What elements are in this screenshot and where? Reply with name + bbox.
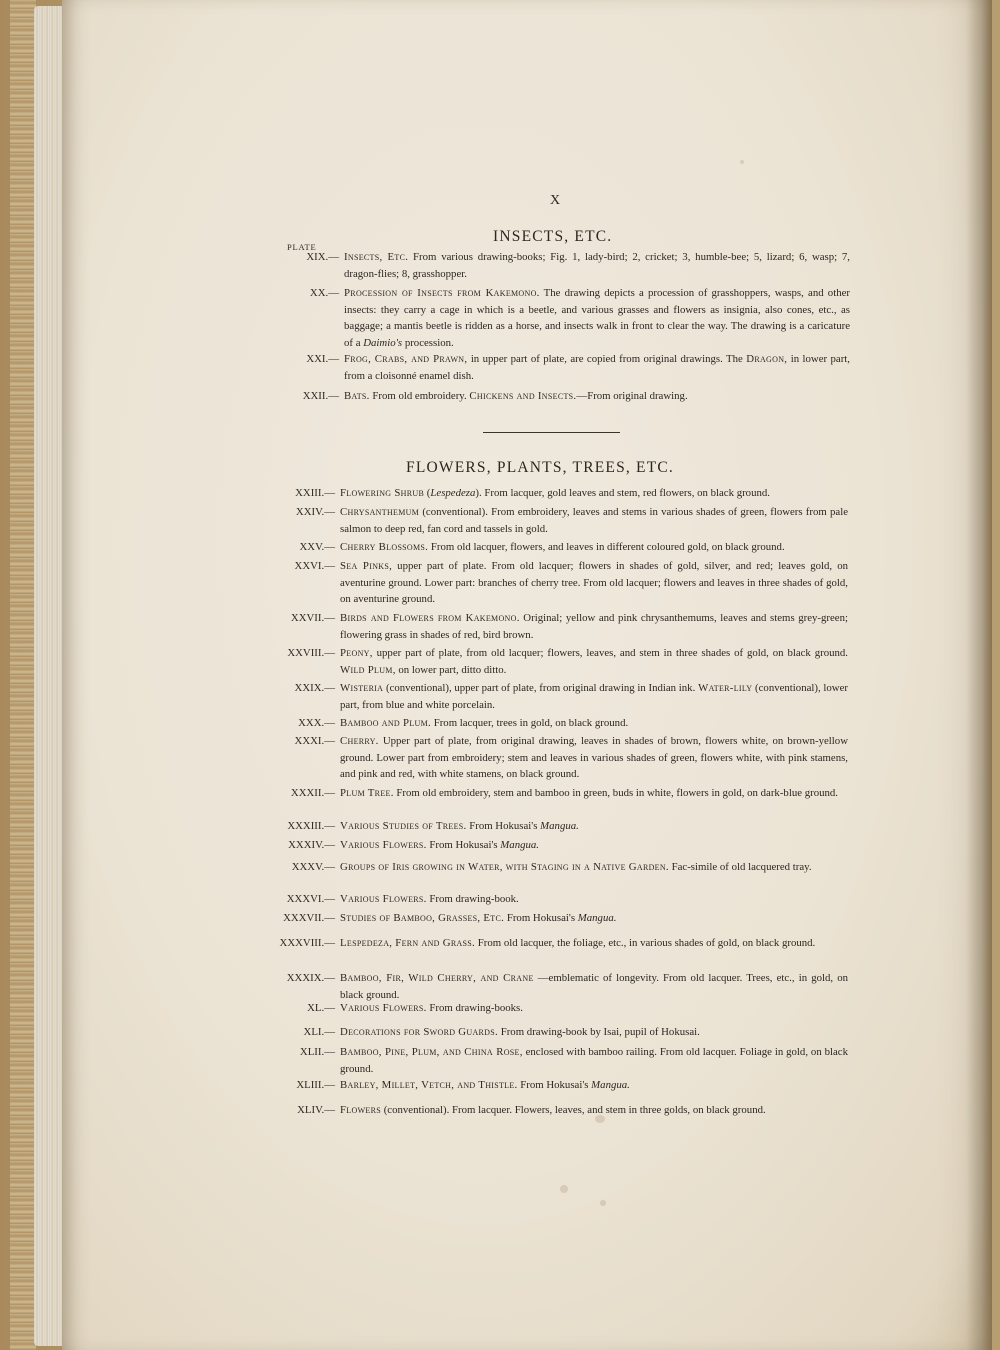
- section-title-flowers: FLOWERS, PLANTS, TREES, ETC.: [406, 459, 674, 476]
- plate-entry: [307, 1000, 848, 1017]
- plate-description: From Hokusai's: [504, 912, 576, 924]
- plate-heading: Barley, Millet, Vetch, and Thistle.: [340, 1079, 518, 1091]
- plate-entry: [303, 1024, 848, 1041]
- page-number: X: [550, 193, 562, 208]
- foxing-spot: [740, 160, 744, 164]
- plate-number: XXXVII.—: [283, 912, 335, 924]
- plate-number: XIX.—: [306, 251, 339, 263]
- plate-number: XXIV.—: [295, 506, 335, 518]
- plate-number: XXXIV.—: [288, 839, 335, 851]
- plate-description: (conventional). From lacquer. Flowers, leaves, and stem in three golds, on black ground.: [381, 1104, 766, 1116]
- plate-heading: Plum Tree.: [340, 787, 394, 799]
- plate-description: From old lacquer, flowers, and leaves in different coloured gold, on black ground.: [428, 541, 785, 553]
- plate-entry: [296, 1077, 848, 1094]
- plate-description: upper part of plate, from old lacquer; flowers, leaves, and stem in three shades of gold, on black ground.: [372, 647, 848, 659]
- plate-number: XLII.—: [299, 1046, 335, 1058]
- plate-entry: [287, 645, 848, 678]
- plate-entry: [286, 891, 848, 908]
- plate-number: XXII.—: [302, 390, 339, 402]
- plate-description: (conventional), upper part of plate, from original drawing in Indian ink.: [383, 682, 696, 694]
- plate-entry: [295, 504, 848, 537]
- plate-entry: [287, 818, 848, 835]
- plate-number: XX.—: [309, 287, 339, 299]
- plate-description: From drawing-book.: [426, 893, 519, 905]
- plate-description: From Hokusai's: [426, 839, 498, 851]
- plate-heading: Sea Pinks,: [340, 560, 393, 572]
- plate-heading: Cherry Blossoms.: [340, 541, 429, 553]
- foxing-spot: [600, 1200, 606, 1206]
- plate-entry: [279, 935, 848, 952]
- plate-description: Upper part of plate, from original drawing, leaves in shades of brown, flowers white, on brown-yellow ground. Lower part from embroidery; stem and leaves in various shades of green, flowers white, with pink stamens, and pink and red, with white stamens, on black ground.: [340, 735, 848, 780]
- plate-heading: Bats.: [344, 390, 370, 402]
- plate-description: The drawing depicts a procession of grasshoppers, wasps, and other insects: they carry a cage in which is a beetle, and various grasses and flowers as insignia, also cones, etc., as baggage; a mantis beetle is ridden as a horse, and insects walk in front to clear the way. The drawing is a caricature of a: [344, 287, 850, 349]
- plate-heading: Bamboo, Fir, Wild Cherry, and Crane: [340, 972, 534, 984]
- plate-number: XXIX.—: [294, 682, 335, 694]
- plate-description: upper part of plate. From old lacquer; flowers in shades of gold, silver, and red; leaves gold, on aventurine ground. Lower part: branches of cherry tree. From old lacquer; flowers and leaves in three shades of gold, on aventurine ground.: [340, 560, 848, 605]
- plate-heading: Groups of Iris growing in Water, with Staging in a Native Garden.: [340, 861, 669, 873]
- plate-number: XXX.—: [298, 717, 335, 729]
- plate-heading: Birds and Flowers from Kakemono.: [340, 612, 520, 624]
- plate-heading-secondary: Water-lily: [695, 682, 753, 694]
- plate-entry: [299, 1044, 848, 1077]
- plate-number: XLIV.—: [297, 1104, 335, 1116]
- plate-entry: [309, 285, 850, 351]
- plate-heading: Flowers: [340, 1104, 381, 1116]
- plate-description: From drawing-books.: [426, 1002, 523, 1014]
- plate-entry: [286, 970, 848, 1003]
- plate-number: XXVI.—: [294, 560, 335, 572]
- plate-heading: Various Studies of Trees.: [340, 820, 467, 832]
- plate-description: From old lacquer, the foliage, etc., in various shades of gold, on black ground.: [475, 937, 816, 949]
- plate-description: From Hokusai's: [517, 1079, 589, 1091]
- plate-heading-secondary: Dragon,: [746, 353, 788, 365]
- plate-italic: Mangua.: [497, 839, 539, 851]
- plate-description: in upper part of plate, are copied from original drawings. The: [470, 353, 743, 365]
- plate-description: enclosed with bamboo railing. From old lacquer. Foliage in gold, on black ground.: [340, 1046, 848, 1075]
- plate-number: XXIII.—: [295, 487, 335, 499]
- plate-heading: Wisteria: [340, 682, 384, 694]
- plate-entry: [306, 249, 850, 282]
- plate-entry: [283, 910, 848, 927]
- plate-description: (: [424, 487, 431, 499]
- plate-entry: [288, 837, 848, 854]
- plate-number: XXXV.—: [291, 861, 335, 873]
- plate-italic: Lespedeza: [430, 487, 476, 499]
- plate-description: Fac-simile of old lacquered tray.: [668, 861, 812, 873]
- cover-binding-edge: [10, 0, 36, 1350]
- plate-number: XXVII.—: [290, 612, 335, 624]
- plate-heading: Cherry.: [340, 735, 379, 747]
- plate-entry: [290, 785, 848, 802]
- plate-number: XLI.—: [303, 1026, 335, 1038]
- plate-heading: Various Flowers.: [340, 839, 427, 851]
- plate-description-secondary: —From original drawing.: [576, 390, 688, 402]
- plate-number: XLIII.—: [296, 1079, 335, 1091]
- plate-entry: [294, 733, 848, 783]
- plate-description: From lacquer, trees in gold, on black ground.: [431, 717, 629, 729]
- page-curl-shadow: [966, 0, 992, 1350]
- plate-entry: [294, 558, 848, 608]
- plate-number: XXXIII.—: [287, 820, 335, 832]
- plate-heading: Bamboo and Plum.: [340, 717, 431, 729]
- plate-number: XXV.—: [299, 541, 335, 553]
- plate-heading: Flowering Shrub: [340, 487, 425, 499]
- plate-heading: Various Flowers.: [340, 1002, 427, 1014]
- plate-entry: [297, 1102, 848, 1119]
- plate-entry: [291, 859, 848, 876]
- plate-heading: Various Flowers.: [340, 893, 427, 905]
- plate-description-secondary: in lower part, from a cloisonné enamel dish.: [344, 353, 851, 382]
- plate-heading-secondary: Chickens and Insects.: [469, 390, 577, 402]
- plate-description-secondary: on lower part, ditto ditto.: [395, 663, 507, 676]
- plate-italic: Daimio's: [363, 336, 403, 349]
- plate-entry: [290, 610, 848, 643]
- plate-description: From drawing-book by Isai, pupil of Hokusai.: [498, 1026, 700, 1038]
- plate-italic: Mangua.: [575, 912, 617, 924]
- plate-heading: Bamboo, Pine, Plum, and China Rose,: [340, 1046, 523, 1058]
- plate-heading: Insects, Etc.: [344, 251, 409, 263]
- plate-number: XXXVIII.—: [279, 937, 335, 949]
- plate-number: XXVIII.—: [287, 647, 335, 659]
- plate-description-secondary: (conventional), lower part, from blue and white porcelain.: [340, 682, 848, 711]
- plate-description: From old embroidery.: [372, 390, 467, 402]
- plate-number: XXXIX.—: [286, 972, 335, 984]
- plate-description: From various drawing-books; Fig. 1, lady-bird; 2, cricket; 3, humble-bee; 5, lizard; 6, wasp; 7, dragon-flies; 8, grasshopper.: [344, 251, 850, 280]
- plate-entry: [295, 485, 848, 502]
- plate-description-tail: procession.: [404, 336, 454, 349]
- plate-heading: Lespedeza, Fern and Grass.: [340, 937, 476, 949]
- plate-heading: Procession of Insects from Kakemono.: [344, 287, 540, 299]
- plate-italic: Mangua.: [537, 820, 579, 832]
- plate-column-label: PLATE: [287, 242, 317, 252]
- plate-description-secondary: ). From lacquer, gold leaves and stem, red flowers, on black ground.: [475, 487, 770, 499]
- plate-entry: [302, 388, 850, 405]
- plate-heading-secondary: Wild Plum,: [340, 663, 396, 676]
- plate-number: XL.—: [307, 1002, 335, 1014]
- plate-description: From Hokusai's: [466, 820, 538, 832]
- plate-heading: Peony,: [340, 647, 373, 659]
- foxing-spot: [560, 1185, 568, 1193]
- plate-entry: [306, 351, 851, 384]
- plate-italic: Mangua.: [588, 1079, 630, 1091]
- plate-description: —emblematic of longevity. From old lacquer. Trees, etc., in gold, on black ground.: [340, 972, 848, 1001]
- plate-description: From old embroidery, stem and bamboo in green, buds in white, flowers in gold, on dark-blue ground.: [393, 787, 838, 799]
- section-divider: [483, 432, 620, 433]
- plate-heading: Frog, Crabs, and Prawn,: [344, 353, 468, 365]
- plate-number: XXI.—: [306, 353, 339, 365]
- plate-number: XXXVI.—: [286, 893, 335, 905]
- plate-entry: [294, 680, 848, 713]
- plate-entry: [298, 715, 848, 732]
- plate-heading: Chrysanthemum: [340, 506, 420, 518]
- plate-heading: Decorations for Sword Guards.: [340, 1026, 498, 1038]
- plate-entry: [299, 539, 848, 556]
- plate-heading: Studies of Bamboo, Grasses, Etc.: [340, 912, 505, 924]
- plate-description: Original; yellow and pink chrysanthemums, leaves and stems grey-green; flowering grass in shades of red, bird brown.: [340, 612, 848, 641]
- plate-description: (conventional). From embroidery, leaves and stems in various shades of green, flowers from pale salmon to deep red, fan cord and tassels in gold.: [340, 506, 848, 535]
- plate-number: XXXI.—: [294, 735, 335, 747]
- section-title-insects: INSECTS, ETC.: [493, 228, 613, 245]
- plate-number: XXXII.—: [290, 787, 335, 799]
